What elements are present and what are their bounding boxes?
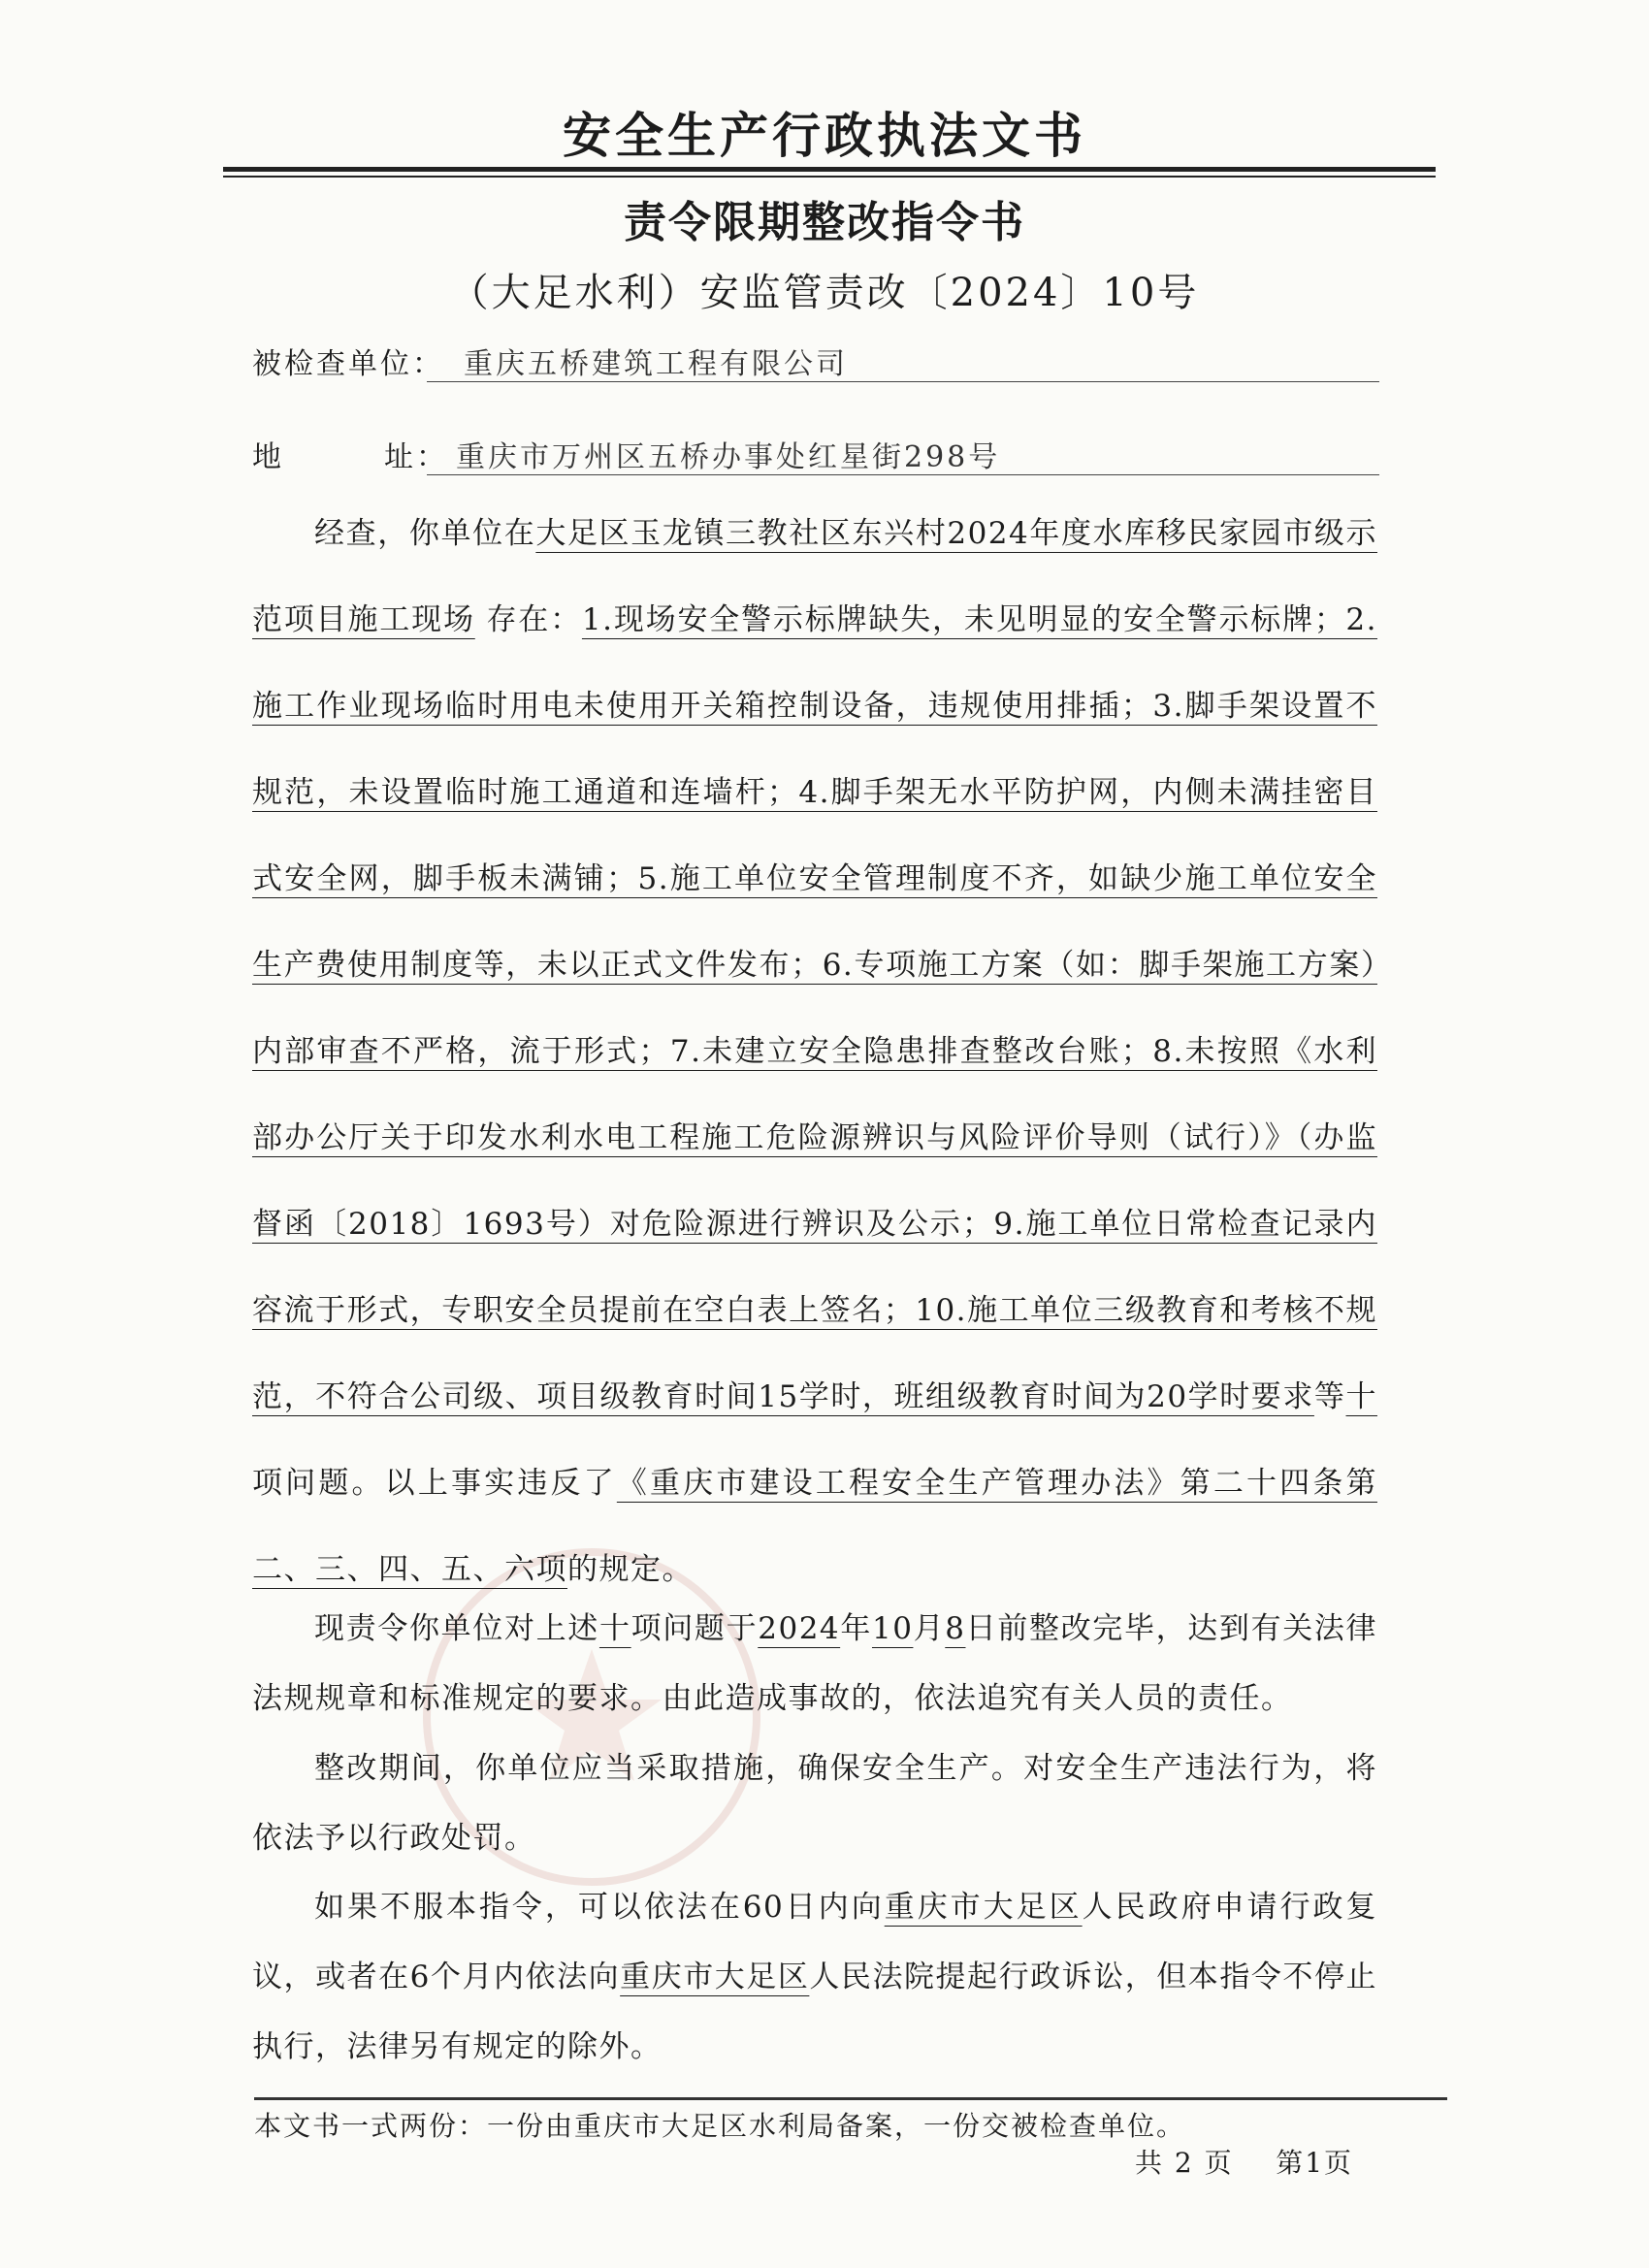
header-rule-thin	[223, 176, 1436, 178]
findings-ending: 的规定。	[567, 1552, 694, 1587]
deadline-paragraph	[252, 1594, 1377, 1733]
header-rule	[223, 167, 1436, 172]
violated-regulation: 《重庆市建设工程安全生产管理办法》第二十四条第二、三、四、五、六项	[252, 1466, 1378, 1587]
findings-lead: 经查，你单位在	[314, 516, 536, 551]
address-line	[427, 474, 1379, 475]
document-number: （大足水利）安监管责改〔2024〕10号	[449, 271, 1200, 315]
document-category: 安全生产行政执法文书	[563, 107, 1086, 164]
deadline-month: 10	[871, 1611, 914, 1646]
page-info: 共 2 页 第1页	[1135, 2147, 1354, 2179]
deadline-count: 十	[598, 1611, 631, 1646]
inspected-unit-label: 被检查单位：	[252, 347, 444, 381]
document-title: 责令限期整改指令书	[624, 198, 1025, 247]
address-label-b: 址：	[384, 440, 448, 474]
findings-count-suffix: 项问题。以上事实违反了	[252, 1466, 617, 1501]
deadline-mid2: 年	[840, 1611, 872, 1646]
appeal-paragraph	[252, 1872, 1377, 2082]
appeal-c: 人民法院提起行政诉讼，但本指令不停止执行，法律另有规定的除外。	[252, 1960, 1377, 2064]
inspected-unit-line	[427, 381, 1379, 382]
inspection-location: 大足区玉龙镇三教社区东兴村2024年度水库移民家园市级示范项目施工现场	[252, 516, 1378, 637]
appeal-a: 如果不服本指令，可以依法在60日内向	[314, 1890, 885, 1925]
findings-exists: 存在：	[474, 602, 582, 637]
address-label-a: 地	[252, 440, 284, 474]
findings-paragraph	[252, 491, 1377, 1613]
appeal-government: 重庆市大足区	[884, 1890, 1083, 1925]
findings-issues: 1.现场安全警示标牌缺失，未见明显的安全警示标牌；2.施工作业现场临时用电未使用开关箱控制设备，违规使用排插；3.脚手架设置不规范，未设置临时施工通道和连墙杆；4.脚手架无水平防护网，内侧未满挂密目式安全网，脚手板未满铺；5.施工单位安全管理制度不齐，如缺少施工单位安全生产费使用制度等，未以正式文件发布；6.专项施工方案（如：脚手架施工方案）内部审查不严格，流于形式；7.未建立安全隐患排查整改台账；8.未按照《水利部办公厅关于印发水利水电工程施工危险源辨识与风险评价导则（试行）》（办监督函〔2018〕1693号）对危险源进行辨识及公示；9.施工单位日常检查记录内容流于形式，专职安全员提前在空白表上签名；10.施工单位三级教育和考核不规范，不符合公司级、项目级教育时间15学时，班组级教育时间为20学时要求	[252, 602, 1378, 1414]
deadline-prefix: 现责令你单位对上述	[314, 1611, 599, 1646]
deadline-year: 2024	[758, 1611, 841, 1646]
inspected-unit-value: 重庆五桥建筑工程有限公司	[464, 347, 848, 381]
findings-count-prefix: 等	[1313, 1379, 1346, 1414]
address-value: 重庆市万州区五桥办事处红星街298号	[456, 440, 1001, 474]
appeal-court: 重庆市大足区	[620, 1960, 810, 1994]
rectification-paragraph: 整改期间，你单位应当采取措施，确保安全生产。对安全生产违法行为，将依法予以行政处罚。	[252, 1751, 1377, 1856]
footer-note: 本文书一式两份：一份由重庆市大足区水利局备案，一份交被检查单位。	[254, 2110, 1186, 2142]
footer-rule	[254, 2097, 1447, 2100]
deadline-mid1: 项问题于	[630, 1611, 759, 1646]
appeal-b: 人民政府申请行政复议，或者在6个月内依法向	[252, 1890, 1378, 1994]
deadline-mid3: 月	[913, 1611, 946, 1646]
deadline-day: 8	[945, 1611, 966, 1646]
deadline-rest: 日前整改完毕，达到有关法律法规规章和标准规定的要求。由此造成事故的，依法追究有关人员的责任。	[252, 1611, 1378, 1716]
findings-count: 十	[1345, 1379, 1377, 1414]
